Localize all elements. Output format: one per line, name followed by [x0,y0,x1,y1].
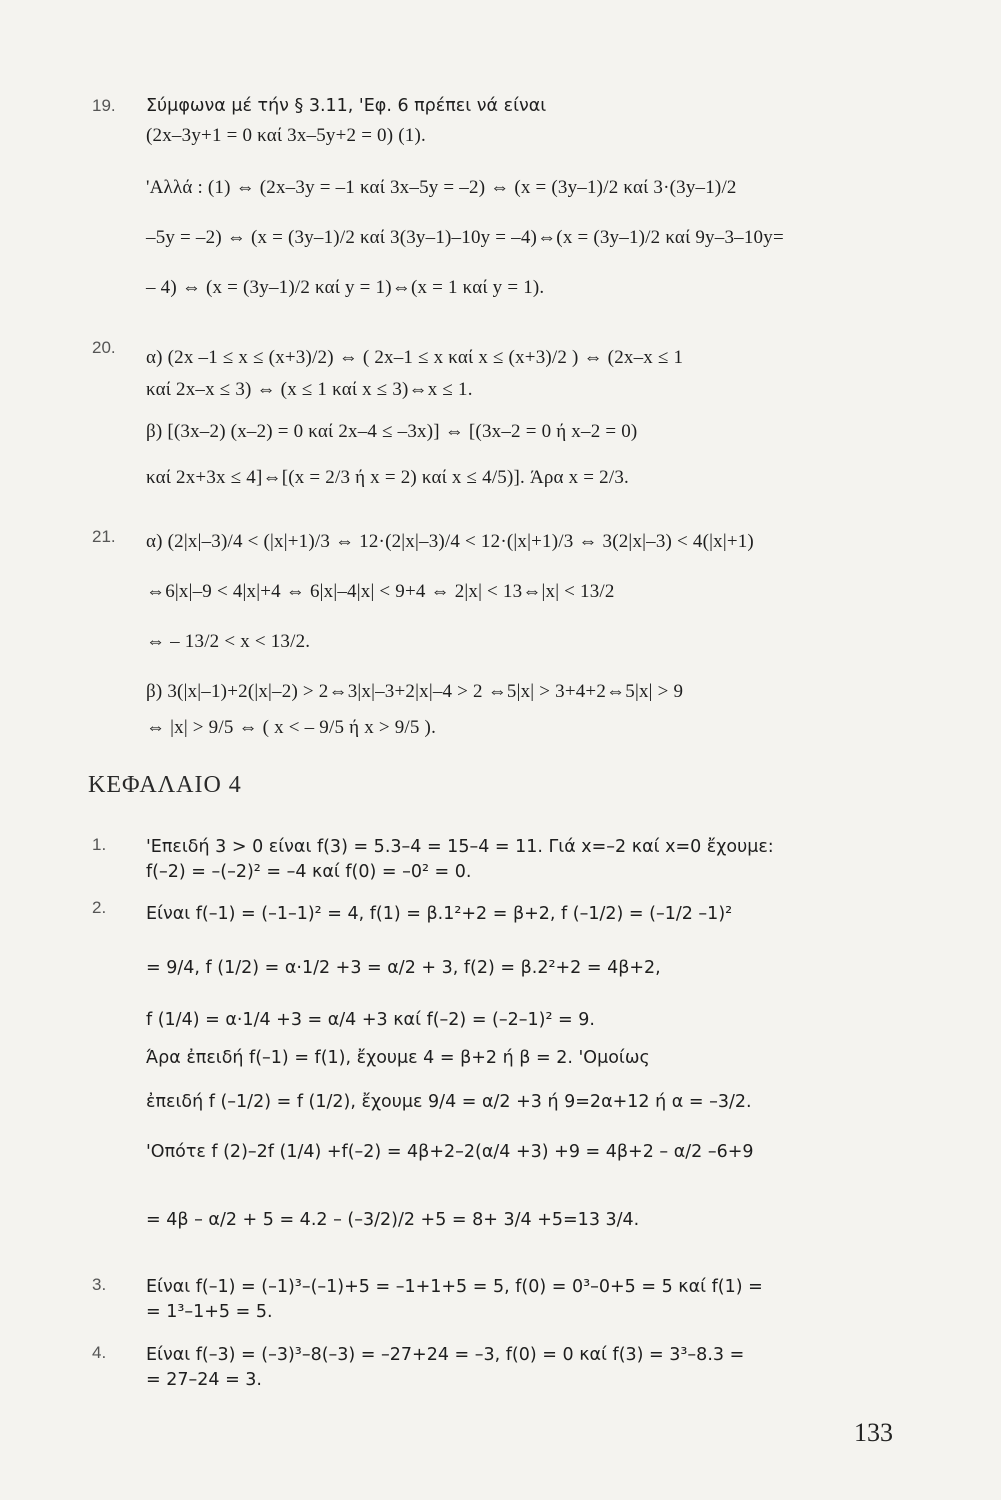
ex20-line-2: καί 2x–x ≤ 3) ⇔ (x ≤ 1 καί x ≤ 3)⇔x ≤ 1. [146,379,473,400]
ex20-line-1: α) (2x –1 ≤ x ≤ (x+3)/2) ⇔ ( 2x–1 ≤ x καί x ≤ (x+3)/2 ) ⇔ (2x–x ≤ 1 [146,347,684,368]
ex19-line-1: Σύμφωνα μέ τήν § 3.11, 'Εφ. 6 πρέπει νά είναι [146,96,547,116]
ex19-line-2: (2x–3y+1 = 0 καί 3x–5y+2 = 0) (1). [146,125,426,146]
ex2-line-1: Είναι f(–1) = (–1–1)² = 4, f(1) = β.1²+2 = β+2, f (–1/2) = (–1/2 –1)² [146,904,733,924]
ex4-line-1: Είναι f(–3) = (–3)³–8(–3) = –27+24 = –3, f(0) = 0 καί f(3) = 3³–8.3 = [146,1345,745,1365]
exercise-number-4: 4. [92,1343,107,1362]
ex19-line-5: – 4) ⇔ (x = (3y–1)/2 καί y = 1)⇔(x = 1 καί y = 1). [146,277,545,298]
ex21-line-3: ⇔ – 13/2 < x < 13/2. [146,631,311,652]
ex21-line-5: ⇔ |x| > 9/5 ⇔ ( x < – 9/5 ή x > 9/5 ). [146,717,437,738]
ex4-line-2: = 27–24 = 3. [146,1370,262,1390]
ex19-line-4: –5y = –2) ⇔ (x = (3y–1)/2 καί 3(3y–1)–10y = –4)⇔(x = (3y–1)/2 καί 9y–3–10y= [146,227,784,248]
ex1-line-1: 'Επειδή 3 > 0 είναι f(3) = 5.3–4 = 15–4 = 11. Γιά x=–2 καί x=0 ἔχουμε: [146,837,774,857]
ex2-line-3: f (1/4) = α·1/4 +3 = α/4 +3 καί f(–2) = (–2–1)² = 9. [146,1010,595,1030]
exercise-number-20: 20. [92,338,116,357]
ex2-line-7: = 4β – α/2 + 5 = 4.2 – (–3/2)/2 +5 = 8+ 3/4 +5=13 3/4. [146,1210,640,1230]
ex20-line-4: καί 2x+3x ≤ 4]⇔[(x = 2/3 ή x = 2) καί x ≤ 4/5)]. Άρα x = 2/3. [146,467,630,488]
exercise-number-2: 2. [92,898,107,917]
exercise-number-19: 19. [92,96,116,115]
ex21-line-1: α) (2|x|–3)/4 < (|x|+1)/3 ⇔ 12·(2|x|–3)/4 < 12·(|x|+1)/3 ⇔ 3(2|x|–3) < 4(|x|+1) [146,531,754,552]
ex20-line-3: β) [(3x–2) (x–2) = 0 καί 2x–4 ≤ –3x)] ⇔ [(3x–2 = 0 ή x–2 = 0) [146,421,638,442]
ex3-line-1: Είναι f(–1) = (–1)³–(–1)+5 = –1+1+5 = 5, f(0) = 0³–0+5 = 5 καί f(1) = [146,1277,763,1297]
page-number: 133 [854,1418,893,1447]
ex1-line-2: f(–2) = –(–2)² = –4 καί f(0) = –0² = 0. [146,862,472,882]
ex21-line-4: β) 3(|x|–1)+2(|x|–2) > 2⇔3|x|–3+2|x|–4 > 2 ⇔5|x| > 3+4+2⇔5|x| > 9 [146,681,684,702]
ex2-line-2: = 9/4, f (1/2) = α·1/2 +3 = α/2 + 3, f(2) = β.2²+2 = 4β+2, [146,958,661,978]
exercise-number-21: 21. [92,527,116,546]
ex2-line-4: Άρα ἐπειδή f(–1) = f(1), ἔχουμε 4 = β+2 ή β = 2. 'Ομοίως [146,1048,650,1068]
ex21-line-2: ⇔6|x|–9 < 4|x|+4 ⇔ 6|x|–4|x| < 9+4 ⇔ 2|x| < 13⇔|x| < 13/2 [146,581,615,602]
exercise-number-3: 3. [92,1275,107,1294]
ex2-line-6: 'Οπότε f (2)–2f (1/4) +f(–2) = 4β+2–2(α/4 +3) +9 = 4β+2 – α/2 –6+9 [146,1142,754,1162]
ex2-line-5: ἐπειδή f (–1/2) = f (1/2), ἔχουμε 9/4 = α/2 +3 ή 9=2α+12 ή α = –3/2. [146,1092,752,1112]
exercise-number-1: 1. [92,835,107,854]
ex19-line-3: 'Αλλά : (1) ⇔ (2x–3y = –1 καί 3x–5y = –2) ⇔ (x = (3y–1)/2 καί 3·(3y–1)/2 [146,177,737,198]
chapter-heading: ΚΕΦΑΛΑΙΟ 4 [88,772,242,798]
ex3-line-2: = 1³–1+5 = 5. [146,1302,273,1322]
